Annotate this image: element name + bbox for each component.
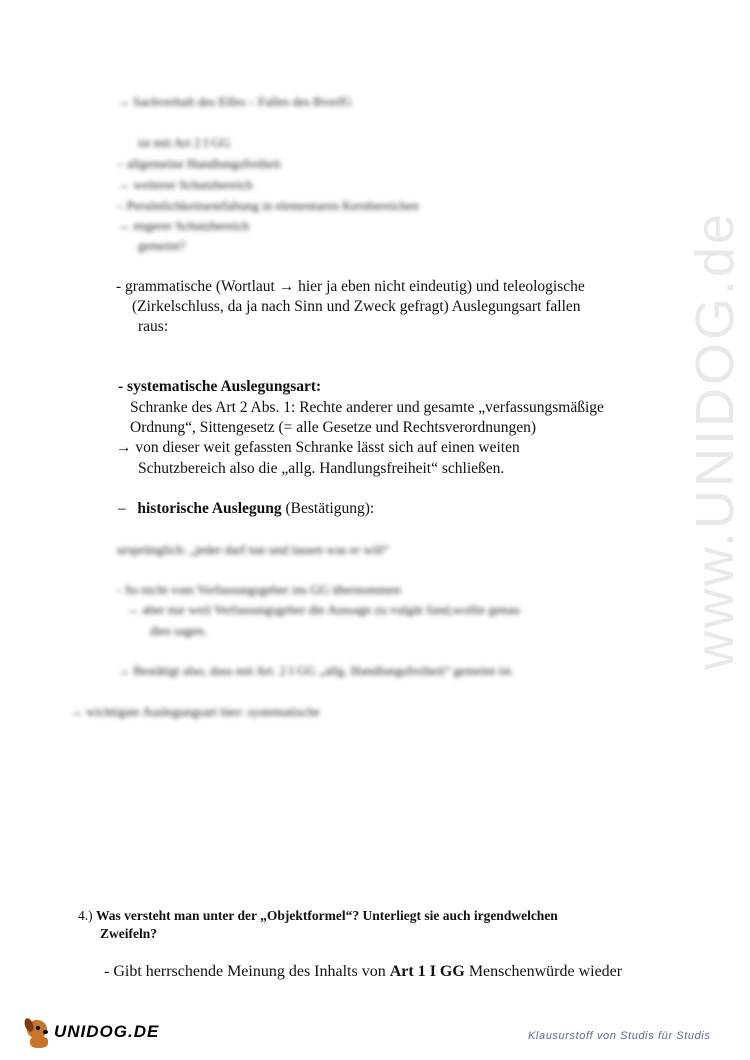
- answer-prefix: - Gibt herrschende Meinung des Inhalts von: [104, 963, 390, 980]
- footer-tagline: Klausurstoff von Studis für Studis: [528, 1030, 711, 1042]
- historische-line: [118, 499, 374, 519]
- question-text: Was versteht man unter der „Objektformel“? Unterliegt sie auch irgendwelchen: [96, 908, 558, 923]
- historische-dash: –: [118, 500, 126, 517]
- blurred-line: ursprünglich: „jeder darf tun und lassen was er will“: [117, 542, 390, 557]
- question-text-cont: Zweifeln?: [100, 926, 157, 941]
- unidog-logo: [24, 1014, 159, 1050]
- question-4: [78, 906, 558, 926]
- grammatische-line: (Zirkelschluss, da ja nach Sinn und Zweck gefragt) Auslegungsart fallen: [132, 298, 581, 315]
- blurred-line: ist mit Art 2 I GG: [138, 135, 231, 150]
- blurred-line: → weiterer Schutzbereich: [117, 177, 253, 192]
- dog-icon: [24, 1016, 52, 1048]
- grammatische-line: raus:: [138, 318, 169, 335]
- answer-line: [104, 962, 622, 982]
- blurred-line: → aber nur weil Verfassungsgeber die Aussage zu vulgär fand,wollte genau: [126, 602, 520, 617]
- watermark: www.UNIDOG.de: [685, 210, 745, 670]
- systematische-heading: - systematische Auslegungsart:: [118, 378, 322, 395]
- systematische-line: → von dieser weit gefassten Schranke lässt sich auf einen weiten: [116, 439, 520, 456]
- blurred-line: – allgemeine Handlungsfreiheit: [117, 156, 281, 171]
- grammatische-line: - grammatische (Wortlaut → hier ja eben nicht eindeutig) und teleologische: [116, 278, 585, 295]
- logo-text: UNIDOG.DE: [54, 1022, 160, 1041]
- systematische-line: Schranke des Art 2 Abs. 1: Rechte anderer und gesamte „verfassungsmäßige: [130, 399, 604, 416]
- blurred-line: gemeint?: [138, 238, 186, 253]
- historische-heading: historische Auslegung: [137, 500, 282, 517]
- systematische-line: Ordnung“, Sittengesetz (= alle Gesetze und Rechtsverordnungen): [130, 419, 537, 436]
- blurred-line: → wichtigste Auslegungsart hier: systematische: [70, 704, 320, 719]
- historische-rest: (Bestätigung):: [281, 500, 375, 517]
- blurred-line: – Persönlichkeitsentfaltung in elementaren Kernbereichen: [117, 198, 419, 213]
- blurred-line: - So nicht vom Verfassungsgeber ins GG übernommen: [117, 582, 401, 597]
- blurred-line: → Bestätigt also, dass mit Art. 2 I GG „allg. Handlungsfreiheit“ gemeint ist.: [117, 663, 515, 678]
- blurred-line: dies sagen.: [150, 623, 208, 638]
- answer-suffix: Menschenwürde wieder: [464, 963, 623, 980]
- systematische-line: Schutzbereich also die „allg. Handlungsfreiheit“ schließen.: [138, 460, 505, 477]
- blurred-line: → Sachverhalt des Elfes – Falles des BverfG: [117, 94, 353, 109]
- answer-bold: Art 1 I GG: [389, 963, 465, 980]
- blurred-line: → engerer Schutzbereich: [117, 218, 250, 233]
- question-number: 4.): [78, 908, 93, 923]
